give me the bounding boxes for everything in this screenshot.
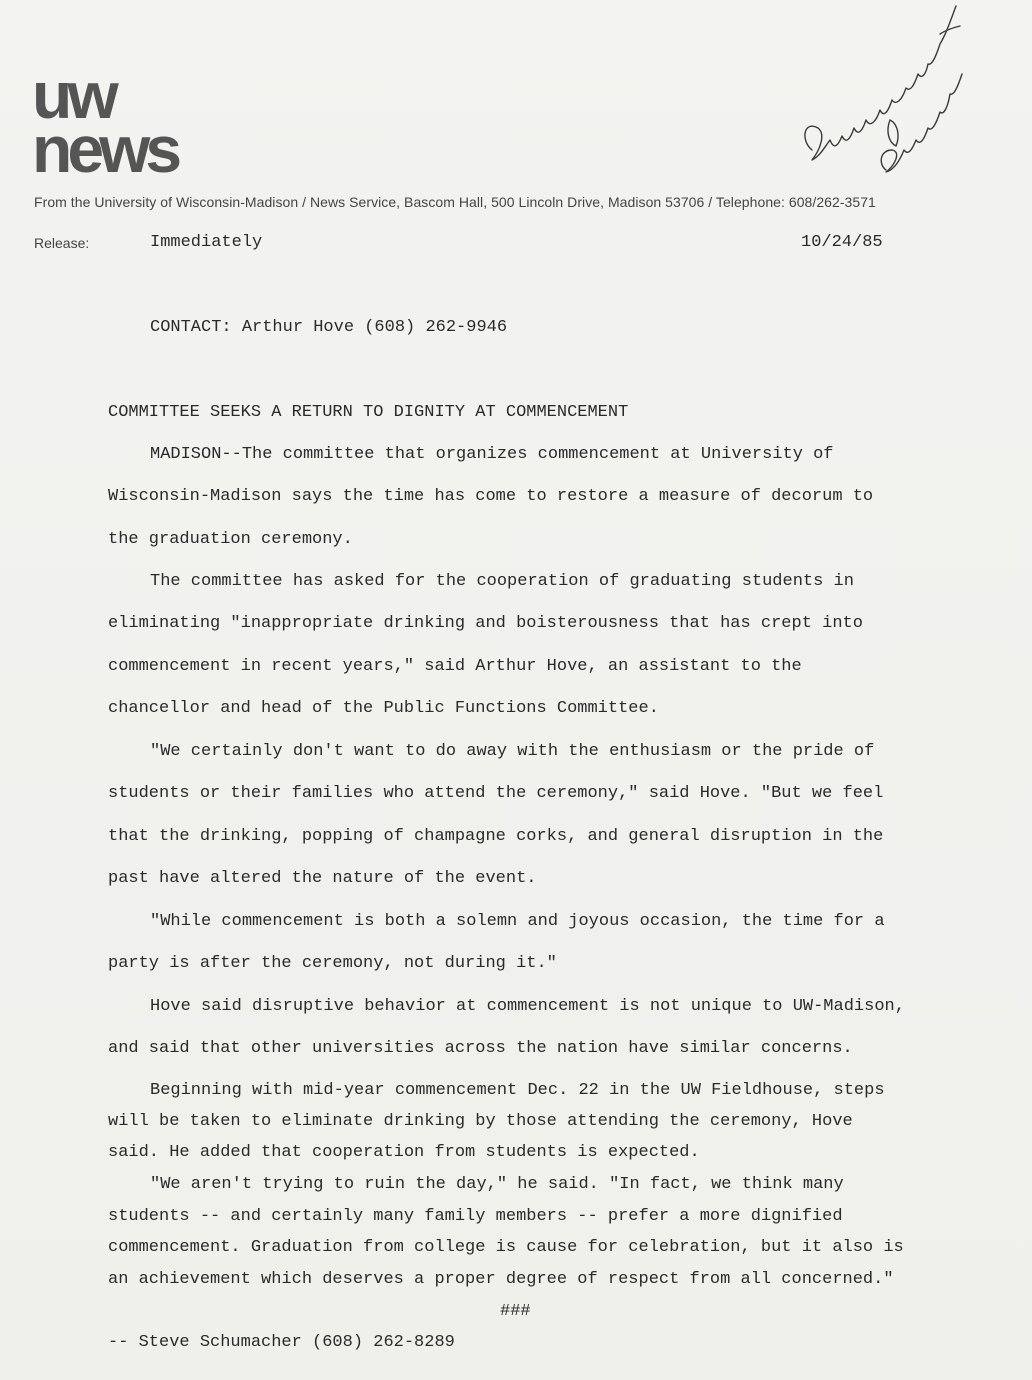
logo-line-news: news	[32, 112, 178, 187]
body-line: "While commencement is both a solemn and joyous occasion, the time for a	[150, 912, 885, 931]
body-line: Hove said disruptive behavior at commencement is not unique to UW-Madison,	[150, 997, 905, 1016]
body-line: commencement in recent years," said Arthur Hove, an assistant to the	[108, 657, 802, 676]
body-line: The committee has asked for the cooperation of graduating students in	[150, 572, 854, 591]
body-line: chancellor and head of the Public Functions Committee.	[108, 699, 659, 718]
body-line: eliminating "inappropriate drinking and boisterousness that has crept into	[108, 614, 863, 633]
release-value: Immediately	[150, 233, 263, 252]
body-line: students or their families who attend the ceremony," said Hove. "But we feel	[108, 784, 884, 803]
body-line: Beginning with mid-year commencement Dec. 22 in the UW Fieldhouse, steps	[150, 1081, 885, 1100]
body-line: said. He added that cooperation from students is expected.	[108, 1143, 700, 1162]
contact-line: CONTACT: Arthur Hove (608) 262-9946	[150, 318, 508, 337]
handwritten-annotation	[790, 0, 970, 190]
body-line: MADISON--The committee that organizes commencement at University of	[150, 445, 834, 464]
body-line: an achievement which deserves a proper degree of respect from all concerned."	[108, 1270, 894, 1289]
headline: COMMITTEE SEEKS A RETURN TO DIGNITY AT COMMENCEMENT	[108, 403, 629, 422]
letterhead-address: From the University of Wisconsin-Madison / News Service, Bascom Hall, 500 Lincoln Drive, Madison 53706 / Telephone: 608/262-3571	[34, 194, 876, 210]
body-line: the graduation ceremony.	[108, 530, 353, 549]
body-line: party is after the ceremony, not during it."	[108, 954, 557, 973]
body-line: and said that other universities across the nation have similar concerns.	[108, 1039, 853, 1058]
body-line: will be taken to eliminate drinking by those attending the ceremony, Hove	[108, 1112, 853, 1131]
release-label: Release:	[34, 235, 90, 251]
byline: -- Steve Schumacher (608) 262-8289	[108, 1333, 455, 1352]
end-mark: ###	[500, 1302, 531, 1321]
body-line: "We certainly don't want to do away with the enthusiasm or the pride of	[150, 742, 875, 761]
release-date: 10/24/85	[801, 233, 883, 252]
body-line: commencement. Graduation from college is cause for celebration, but it also is	[108, 1238, 904, 1257]
logo-line-uw: uw	[32, 58, 114, 132]
body-line: Wisconsin-Madison says the time has come to restore a measure of decorum to	[108, 487, 874, 506]
body-line: "We aren't trying to ruin the day," he said. "In fact, we think many	[150, 1175, 844, 1194]
uw-news-logo	[32, 58, 178, 187]
body-line: that the drinking, popping of champagne corks, and general disruption in the	[108, 827, 884, 846]
body-line: students -- and certainly many family members -- prefer a more dignified	[108, 1207, 843, 1226]
body-line: past have altered the nature of the event.	[108, 869, 537, 888]
